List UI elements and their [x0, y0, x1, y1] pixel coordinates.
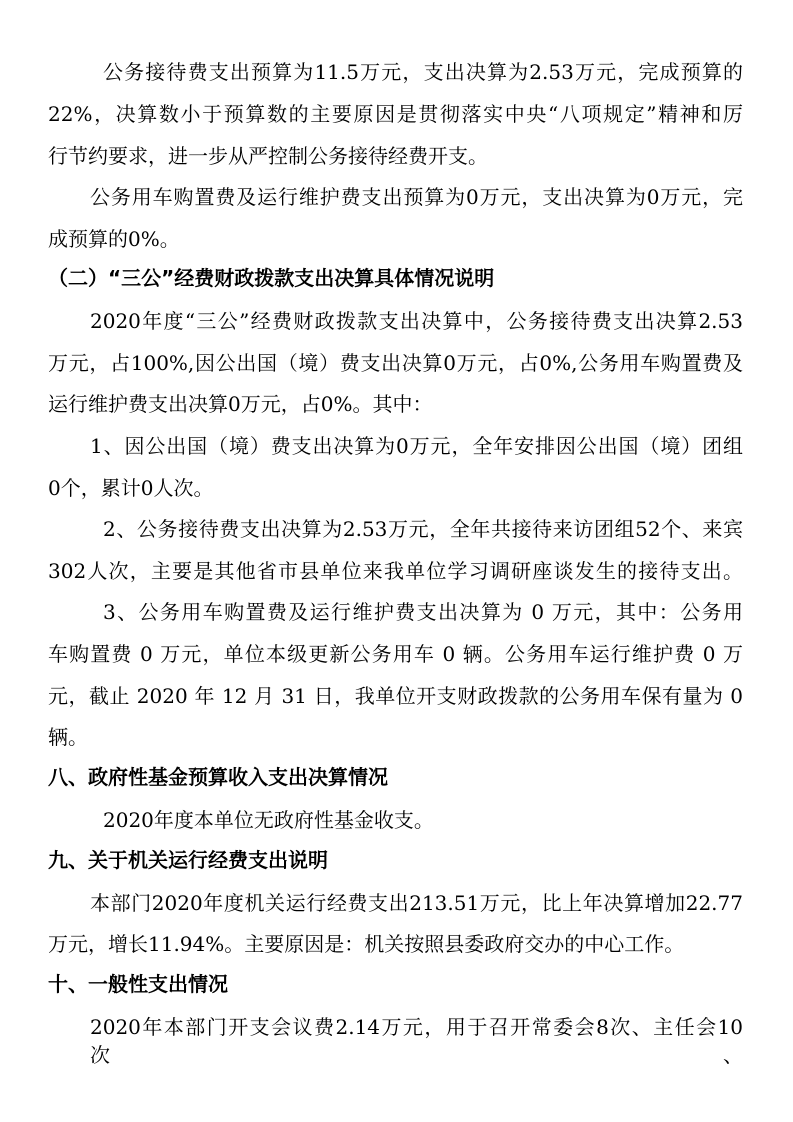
section-heading: 十、一般性支出情况 — [48, 972, 228, 996]
paragraph-line: 万元，增长11.94%。主要原因是：机关按照县委政府交办的中心工作。 — [48, 932, 685, 956]
paragraph-line: 2020年度“三公”经费财政拨款支出决算中，公务接待费支出决算2.53 — [90, 309, 743, 333]
section-heading: 九、关于机关运行经费支出说明 — [48, 848, 328, 872]
paragraph-line: 22%，决算数小于预算数的主要原因是贯彻落实中央“八项规定”精神和厉 — [48, 102, 743, 126]
paragraph-line: 成预算的0%。 — [48, 227, 180, 251]
paragraph-line: 车购置费 0 万元，单位本级更新公务用车 0 辆。公务用车运行维护费 0 万 — [48, 642, 743, 666]
paragraph-line: 运行维护费支出决算0万元，占0%。其中： — [48, 392, 433, 416]
section-heading: （二）“三公”经费财政拨款支出决算具体情况说明 — [48, 266, 495, 290]
paragraph-line: 行节约要求，进一步从严控制公务接待经费开支。 — [48, 144, 488, 168]
paragraph-line: 公务接待费支出预算为11.5万元，支出决算为2.53万元，完成预算的 — [103, 60, 743, 84]
paragraph-line: 1、因公出国（境）费支出决算为0万元，全年安排因公出国（境）团组 — [90, 434, 743, 458]
paragraph-line: 302人次，主要是其他省市县单位来我单位学习调研座谈发生的接待支出。 — [48, 559, 743, 583]
paragraph-line: 本部门2020年度机关运行经费支出213.51万元，比上年决算增加22.77 — [90, 891, 743, 915]
paragraph-line: 公务用车购置费及运行维护费支出预算为0万元，支出决算为0万元，完 — [90, 185, 743, 209]
paragraph-line: 2020年度本单位无政府性基金收支。 — [103, 808, 434, 832]
paragraph-line: 2020年本部门开支会议费2.14万元，用于召开常委会8次、主任会10次、 — [90, 1015, 743, 1067]
paragraph-line: 2、公务接待费支出决算为2.53万元，全年共接待来访团组52个、来宾 — [103, 517, 743, 541]
section-heading: 八、政府性基金预算收入支出决算情况 — [48, 765, 388, 789]
paragraph-line: 0个，累计0人次。 — [48, 476, 214, 500]
paragraph-line: 元，截止 2020 年 12 月 31 日，我单位开支财政拨款的公务用车保有量为 0 — [48, 684, 743, 708]
paragraph-line: 3、公务用车购置费及运行维护费支出决算为 0 万元，其中：公务用 — [103, 600, 743, 624]
paragraph-line: 万元，占100%,因公出国（境）费支出决算0万元，占0%,公务用车购置费及 — [48, 351, 743, 375]
paragraph-line: 辆。 — [48, 725, 88, 749]
